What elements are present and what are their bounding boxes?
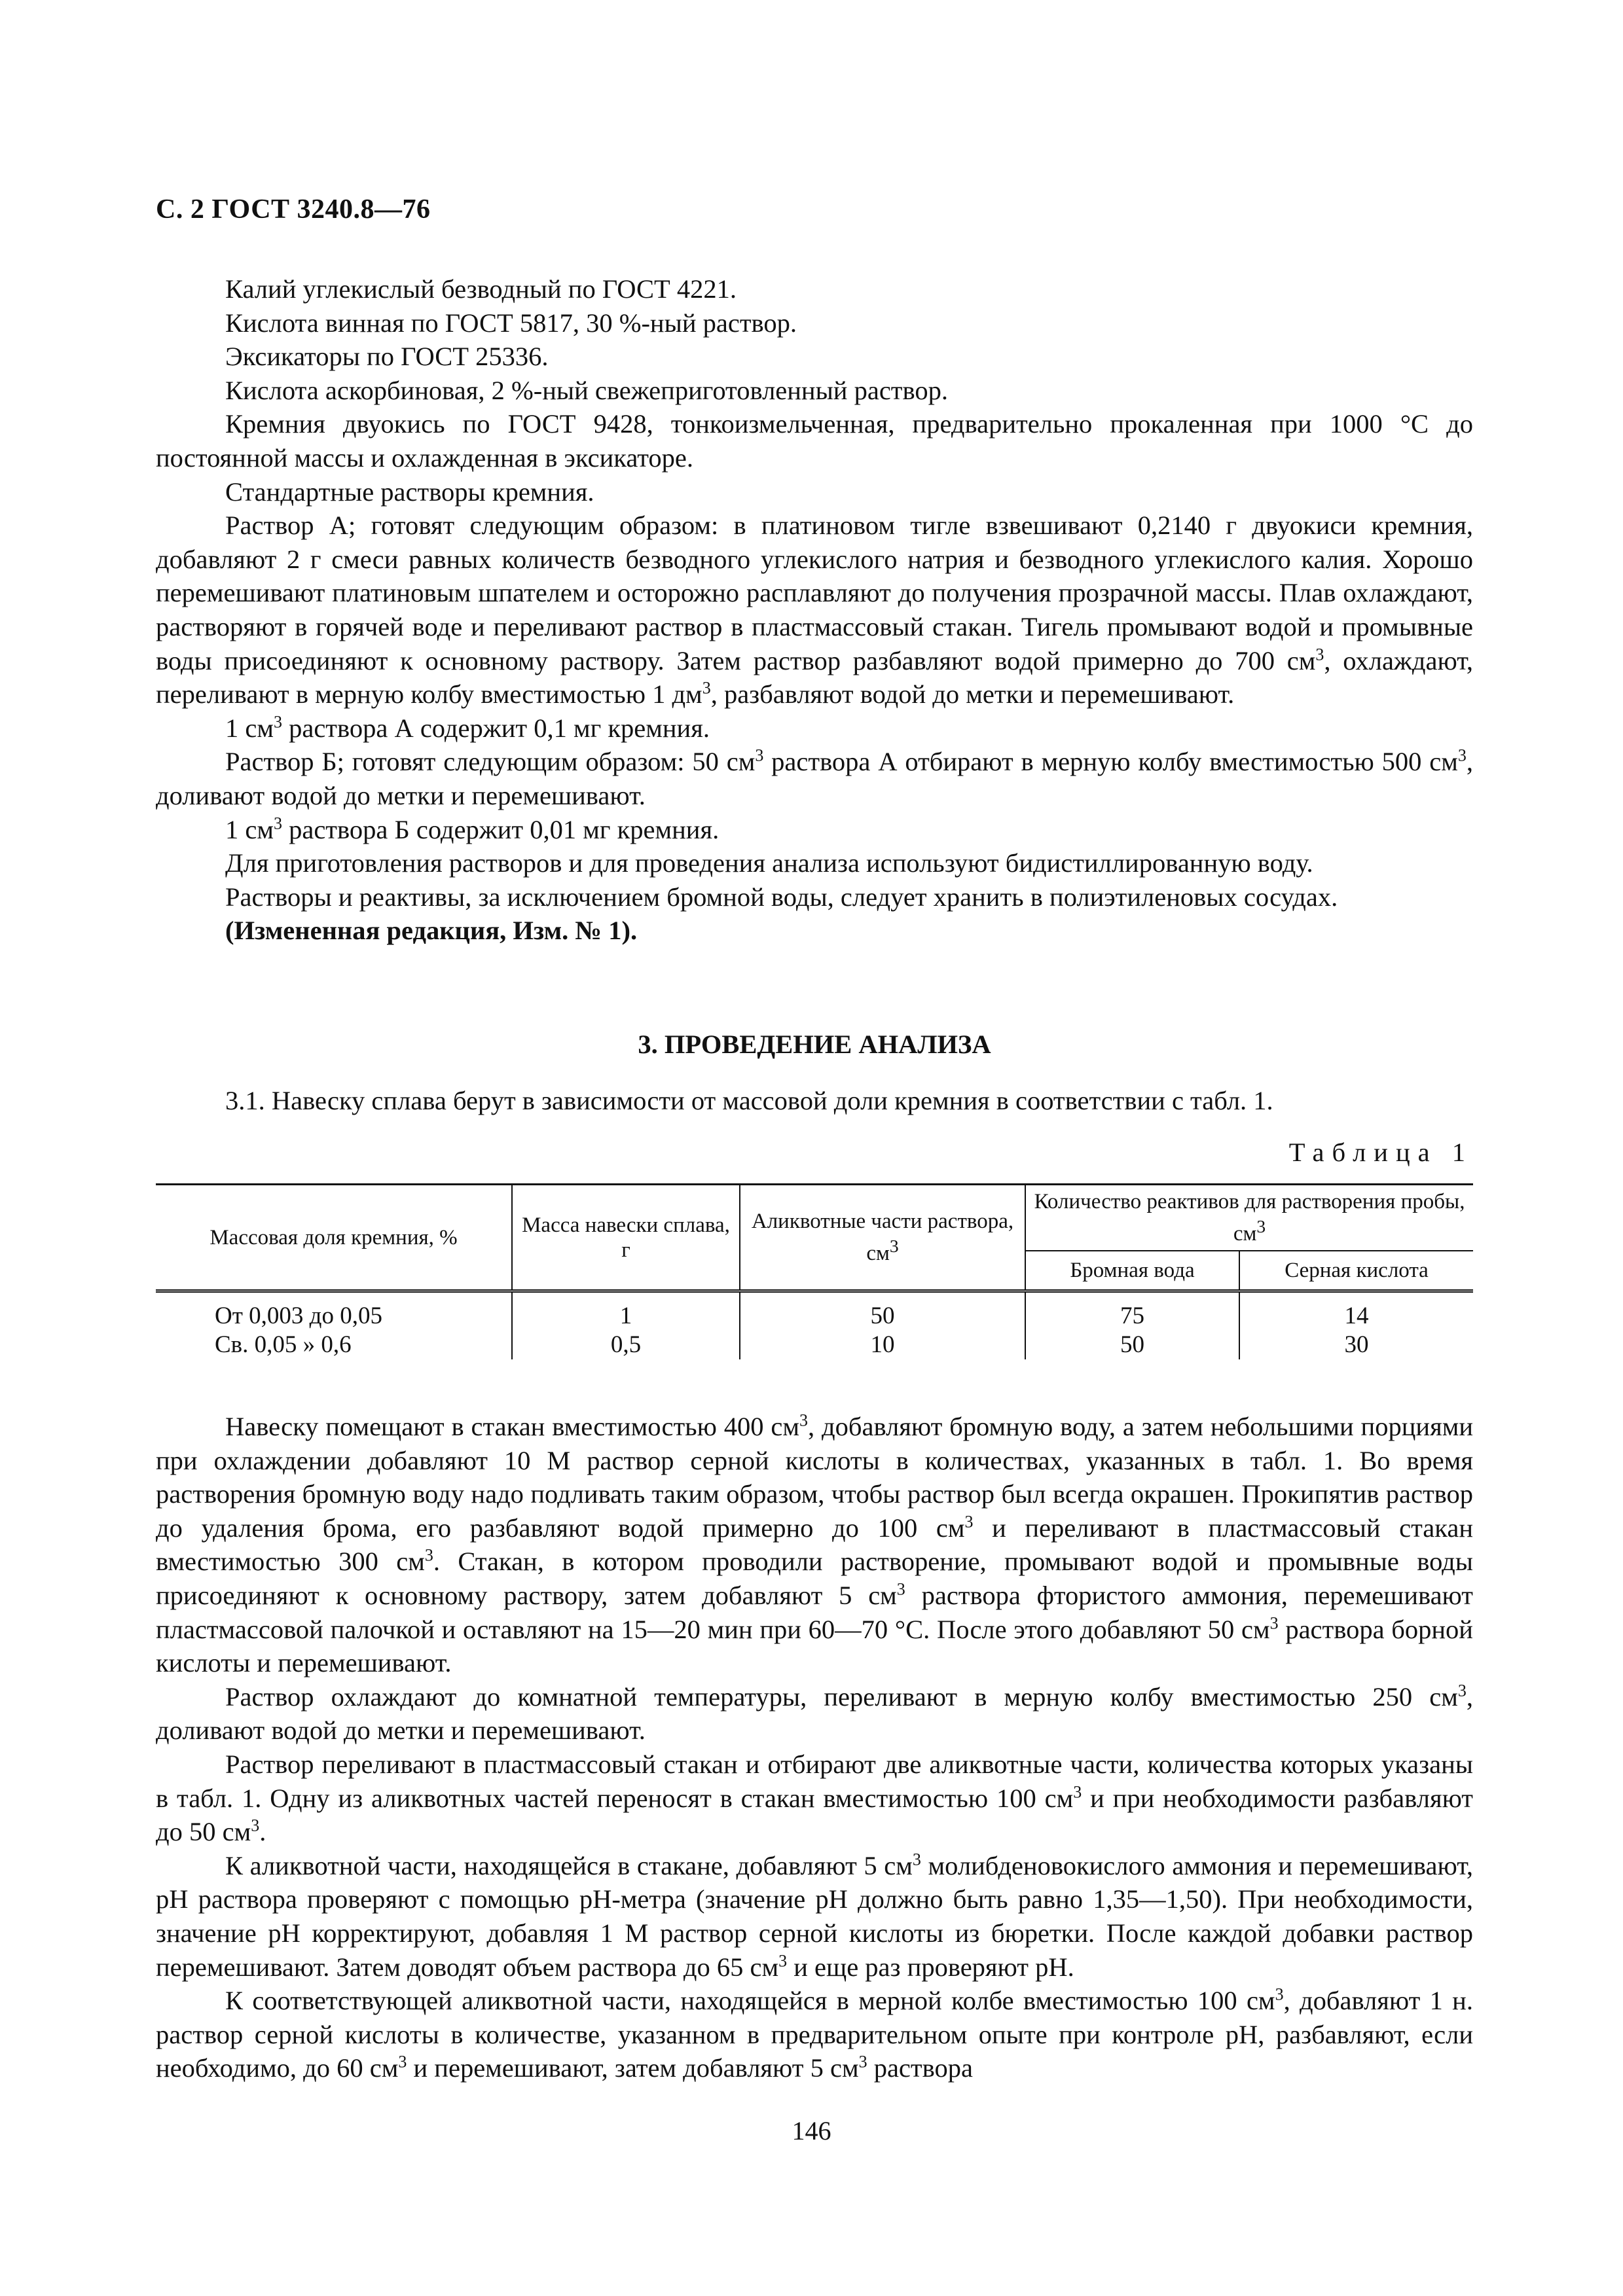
cell-aliquot: 10	[740, 1331, 1025, 1359]
superscript: 3	[398, 2052, 407, 2072]
superscript: 3	[1269, 1613, 1279, 1633]
header-aliquot: Аликвотные части раствора, $см^3$	[740, 1185, 1025, 1291]
cell-range: Св. 0,05 » 0,6	[156, 1331, 512, 1359]
superscript: 3	[964, 1512, 974, 1532]
paragraph: Раствор переливают в пластмассовый стакан и отбирают две аликвотные части, количества которых указаны в табл. 1. Одну из аликвотных частей переносят в стакан вместимостью 100 $см^3$ и при необходимости разбавляют до 50 $см^3$.	[156, 1749, 1473, 1847]
paragraph: Растворы и реактивы, за исключением бромной воды, следует хранить в полиэтиленовых сосудах.	[225, 882, 1338, 912]
section-title: 3. ПРОВЕДЕНИЕ АНАЛИЗА	[638, 1030, 991, 1059]
table-caption: Таблица 1	[1288, 1138, 1473, 1167]
cell-mass: 1	[512, 1291, 740, 1331]
superscript: 3	[424, 1545, 433, 1565]
header-bromine-water: Бромная вода	[1025, 1251, 1239, 1291]
header-reagents: Количество реактивов для растворения пробы, $см^3$	[1025, 1185, 1473, 1251]
superscript: 3	[273, 814, 282, 833]
cell-acid: 14	[1239, 1291, 1473, 1331]
superscript: 3	[1073, 1782, 1082, 1802]
text-block-materials	[156, 272, 1473, 948]
superscript: 3	[778, 1951, 788, 1970]
superscript: 3	[273, 712, 282, 732]
superscript: 3	[1457, 1681, 1467, 1700]
superscript: 3	[858, 2052, 867, 2072]
cell-bromine: 75	[1025, 1291, 1239, 1331]
paragraph: Раствор охлаждают до комнатной температуры, переливают в мерную колбу вместимостью 250 $см^3$, доливают водой до метки и перемешивают.	[156, 1681, 1473, 1746]
superscript: 3	[912, 1850, 921, 1869]
header-sample-mass: Масса навески сплава, г	[512, 1185, 740, 1291]
cell-mass: 0,5	[512, 1331, 740, 1359]
paragraph: Кислота винная по ГОСТ 5817, 30 %-ный раствор.	[225, 308, 797, 338]
paragraph: Кислота аскорбиновая, 2 %-ный свежеприготовленный раствор.	[225, 375, 948, 405]
paragraph: 1 $см^3$ раствора Б содержит 0,01 мг кремния.	[225, 814, 720, 844]
cell-range: От 0,003 до 0,05	[156, 1291, 512, 1331]
paragraph: К аликвотной части, находящейся в стакане, добавляют 5 $см^3$ молибденовокислого аммония и перемешивают, рН раствора проверяют с помощью рН-метра (значение рН должно быть равно 1,35—1,50). При необходимости, значение рН корректируют, добавляя 1 М раствор серной кислоты из бюретки. После каждой добавки раствор перемешивают. Затем доводят объем раствора до 65 $см^3$ и еще раз проверяют рН.	[156, 1850, 1474, 1982]
cell-aliquot: 50	[740, 1291, 1025, 1331]
superscript: 3	[755, 745, 764, 765]
superscript: 3	[1315, 645, 1324, 664]
paragraph: Для приготовления растворов и для проведения анализа используют бидистиллированную воду.	[225, 848, 1313, 878]
paragraph: 1 $см^3$ раствора А содержит 0,1 мг кремния.	[225, 712, 710, 743]
paragraph: К соответствующей аликвотной части, находящейся в мерной колбе вместимостью 100 $см^3$, добавляют 1 н. раствор серной кислоты в количестве, указанном в предварительном опыте при контроле рН, разбавляют, если необходимо, до 60 $см^3$ и перемешивают, затем добавляют 5 $см^3$ раствора	[156, 1984, 1473, 2083]
paragraph: Раствор Б; готовят следующим образом: 50 $см^3$ раствора А отбирают в мерную колбу вместимостью 500 $см^3$, доливают водой до метки и перемешивают.	[156, 745, 1473, 810]
paragraph: Раствор А; готовят следующим образом: в платиновом тигле взвешивают 0,2140 г двуокиси кремния, добавляют 2 г смеси равных количеств безводного углекислого натрия и безводного углекислого калия. Хорошо перемешивают платиновым шпателем и осторожно расплавляют до получения прозрачной массы. Плав охлаждают, растворяют в горячей воде и переливают раствор в пластмассовый стакан. Тигель промывают водой и промывные воды присоединяют к основному раствору. Затем раствор разбавляют водой примерно до 700 $см^3$, охлаждают, переливают в мерную колбу вместимостью 1 $дм^3$, разбавляют водой до метки и перемешивают.	[156, 511, 1473, 709]
text-block-procedure	[156, 1410, 1473, 2085]
paragraph: Навеску помещают в стакан вместимостью 400 $см^3$, добавляют бромную воду, а затем небольшими порциями при охлаждении добавляют 10 М раствор серной кислоты в количествах, указанных в табл. 1. Во время растворения бромную воду надо подливать таким образом, чтобы раствор был всегда окрашен. Прокипятив раствор до удаления брома, его разбавляют водой примерно до 100 $см^3$ и переливают в пластмассовый стакан вместимостью 300 $см^3$. Стакан, в котором проводили растворение, промывают водой и промывные воды присоединяют к основному раствору, затем добавляют 5 $см^3$ раствора фтористого аммония, перемешивают пластмассовой палочкой и оставляют на 15—20 мин при 60—70 °С. После этого добавляют 50 $см^3$ раствора борной кислоты и перемешивают.	[156, 1410, 1474, 1678]
superscript: 3	[1457, 745, 1467, 765]
amendment-note: (Измененная редакция, Изм. № 1).	[225, 916, 638, 946]
superscript: 3	[799, 1410, 809, 1430]
paragraph: Стандартные растворы кремния.	[225, 476, 594, 507]
superscript: 3	[251, 1816, 260, 1835]
superscript: 3	[1275, 1984, 1284, 2004]
header-mass-fraction: Массовая доля кремния, %	[156, 1185, 512, 1291]
superscript: 3	[702, 678, 711, 698]
section-intro-paragraph: 3.1. Навеску сплава берут в зависимости от массовой доли кремния в соответствии с табл. 1.	[225, 1086, 1273, 1115]
silicon-table	[156, 1183, 1473, 1359]
superscript: 3	[1256, 1216, 1266, 1236]
page-header: С. 2 ГОСТ 3240.8—76	[156, 194, 431, 224]
paragraph: Калий углекислый безводный по ГОСТ 4221.	[225, 274, 737, 304]
table-row	[156, 1291, 1473, 1331]
page-number: 146	[792, 2116, 831, 2145]
cell-bromine: 50	[1025, 1331, 1239, 1359]
cell-acid: 30	[1239, 1331, 1473, 1359]
table-row	[156, 1331, 1473, 1359]
header-sulfuric-acid: Серная кислота	[1239, 1251, 1473, 1291]
superscript: 3	[896, 1579, 905, 1599]
paragraph: Кремния двуокись по ГОСТ 9428, тонкоизмельченная, предварительно прокаленная при 1000 °С до постоянной массы и охлажденная в эксикаторе.	[156, 409, 1473, 473]
paragraph: Эксикаторы по ГОСТ 25336.	[225, 342, 549, 372]
superscript: 3	[889, 1236, 899, 1256]
